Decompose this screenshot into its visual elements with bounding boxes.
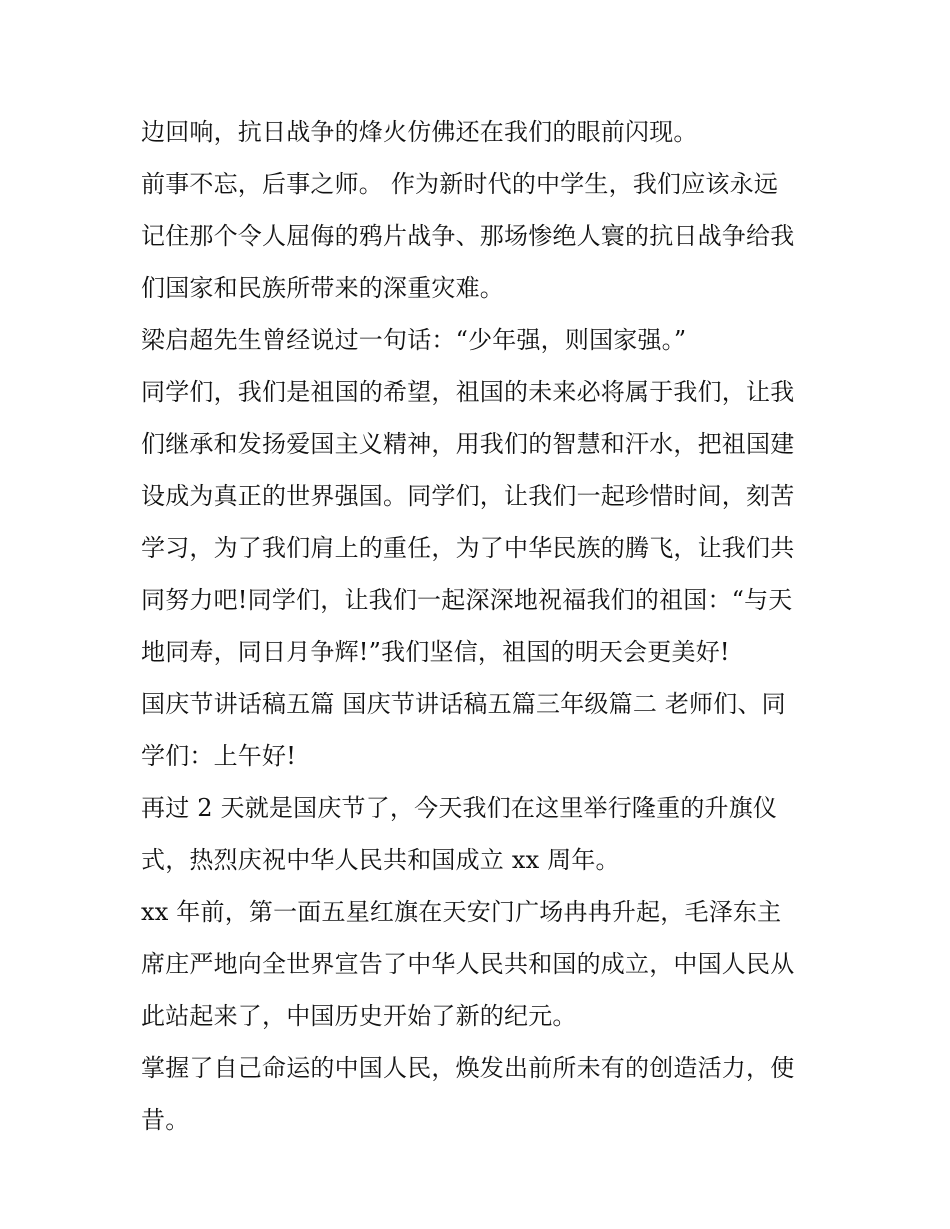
text-line: 记住那个令人屈侮的鸦片战争、那场惨绝人寰的抗日战争给我 [141, 222, 795, 250]
text-line: 国庆节讲话稿五篇 国庆节讲话稿五篇三年级篇二 老师们、同 [141, 690, 786, 718]
text-line: 掌握了自己命运的中国人民，焕发出前所未有的创造活力，使 [141, 1054, 795, 1082]
text-line: 再过 2 天就是国庆节了，今天我们在这里举行隆重的升旗仪 [141, 794, 778, 822]
document-page [141, 106, 821, 1146]
text-line: 式，热烈庆祝中华人民共和国成立 xx 周年。 [141, 846, 620, 874]
text-line: 前事不忘，后事之师。 作为新时代的中学生，我们应该永远 [141, 170, 779, 198]
text-line: xx 年前，第一面五星红旗在天安门广场冉冉升起，毛泽东主 [141, 898, 782, 926]
text-line: 此站起来了，中国历史开始了新的纪元。 [141, 1002, 577, 1030]
text-line: 昔。 [141, 1106, 190, 1134]
text-line: 同学们，我们是祖国的希望，祖国的未来必将属于我们，让我 [141, 378, 795, 406]
text-line: 学们：上午好! [141, 742, 297, 770]
text-line: 们继承和发扬爱国主义精神，用我们的智慧和汗水，把祖国建 [141, 430, 795, 458]
text-line: 同努力吧!同学们，让我们一起深深地祝福我们的祖国：“与天 [141, 586, 793, 614]
text-line: 梁启超先生曾经说过一句话：“少年强，则国家强。” [141, 326, 687, 354]
text-line: 地同寿，同日月争辉!”我们坚信，祖国的明天会更美好! [141, 638, 730, 666]
text-line: 设成为真正的世界强国。同学们，让我们一起珍惜时间，刻苦 [141, 482, 795, 510]
text-line: 席庄严地向全世界宣告了中华人民共和国的成立，中国人民从 [141, 950, 795, 978]
text-line: 边回响，抗日战争的烽火仿佛还在我们的眼前闪现。 [141, 118, 698, 146]
text-line: 学习，为了我们肩上的重任，为了中华民族的腾飞，让我们共 [141, 534, 795, 562]
text-line: 们国家和民族所带来的深重灾难。 [141, 274, 504, 302]
